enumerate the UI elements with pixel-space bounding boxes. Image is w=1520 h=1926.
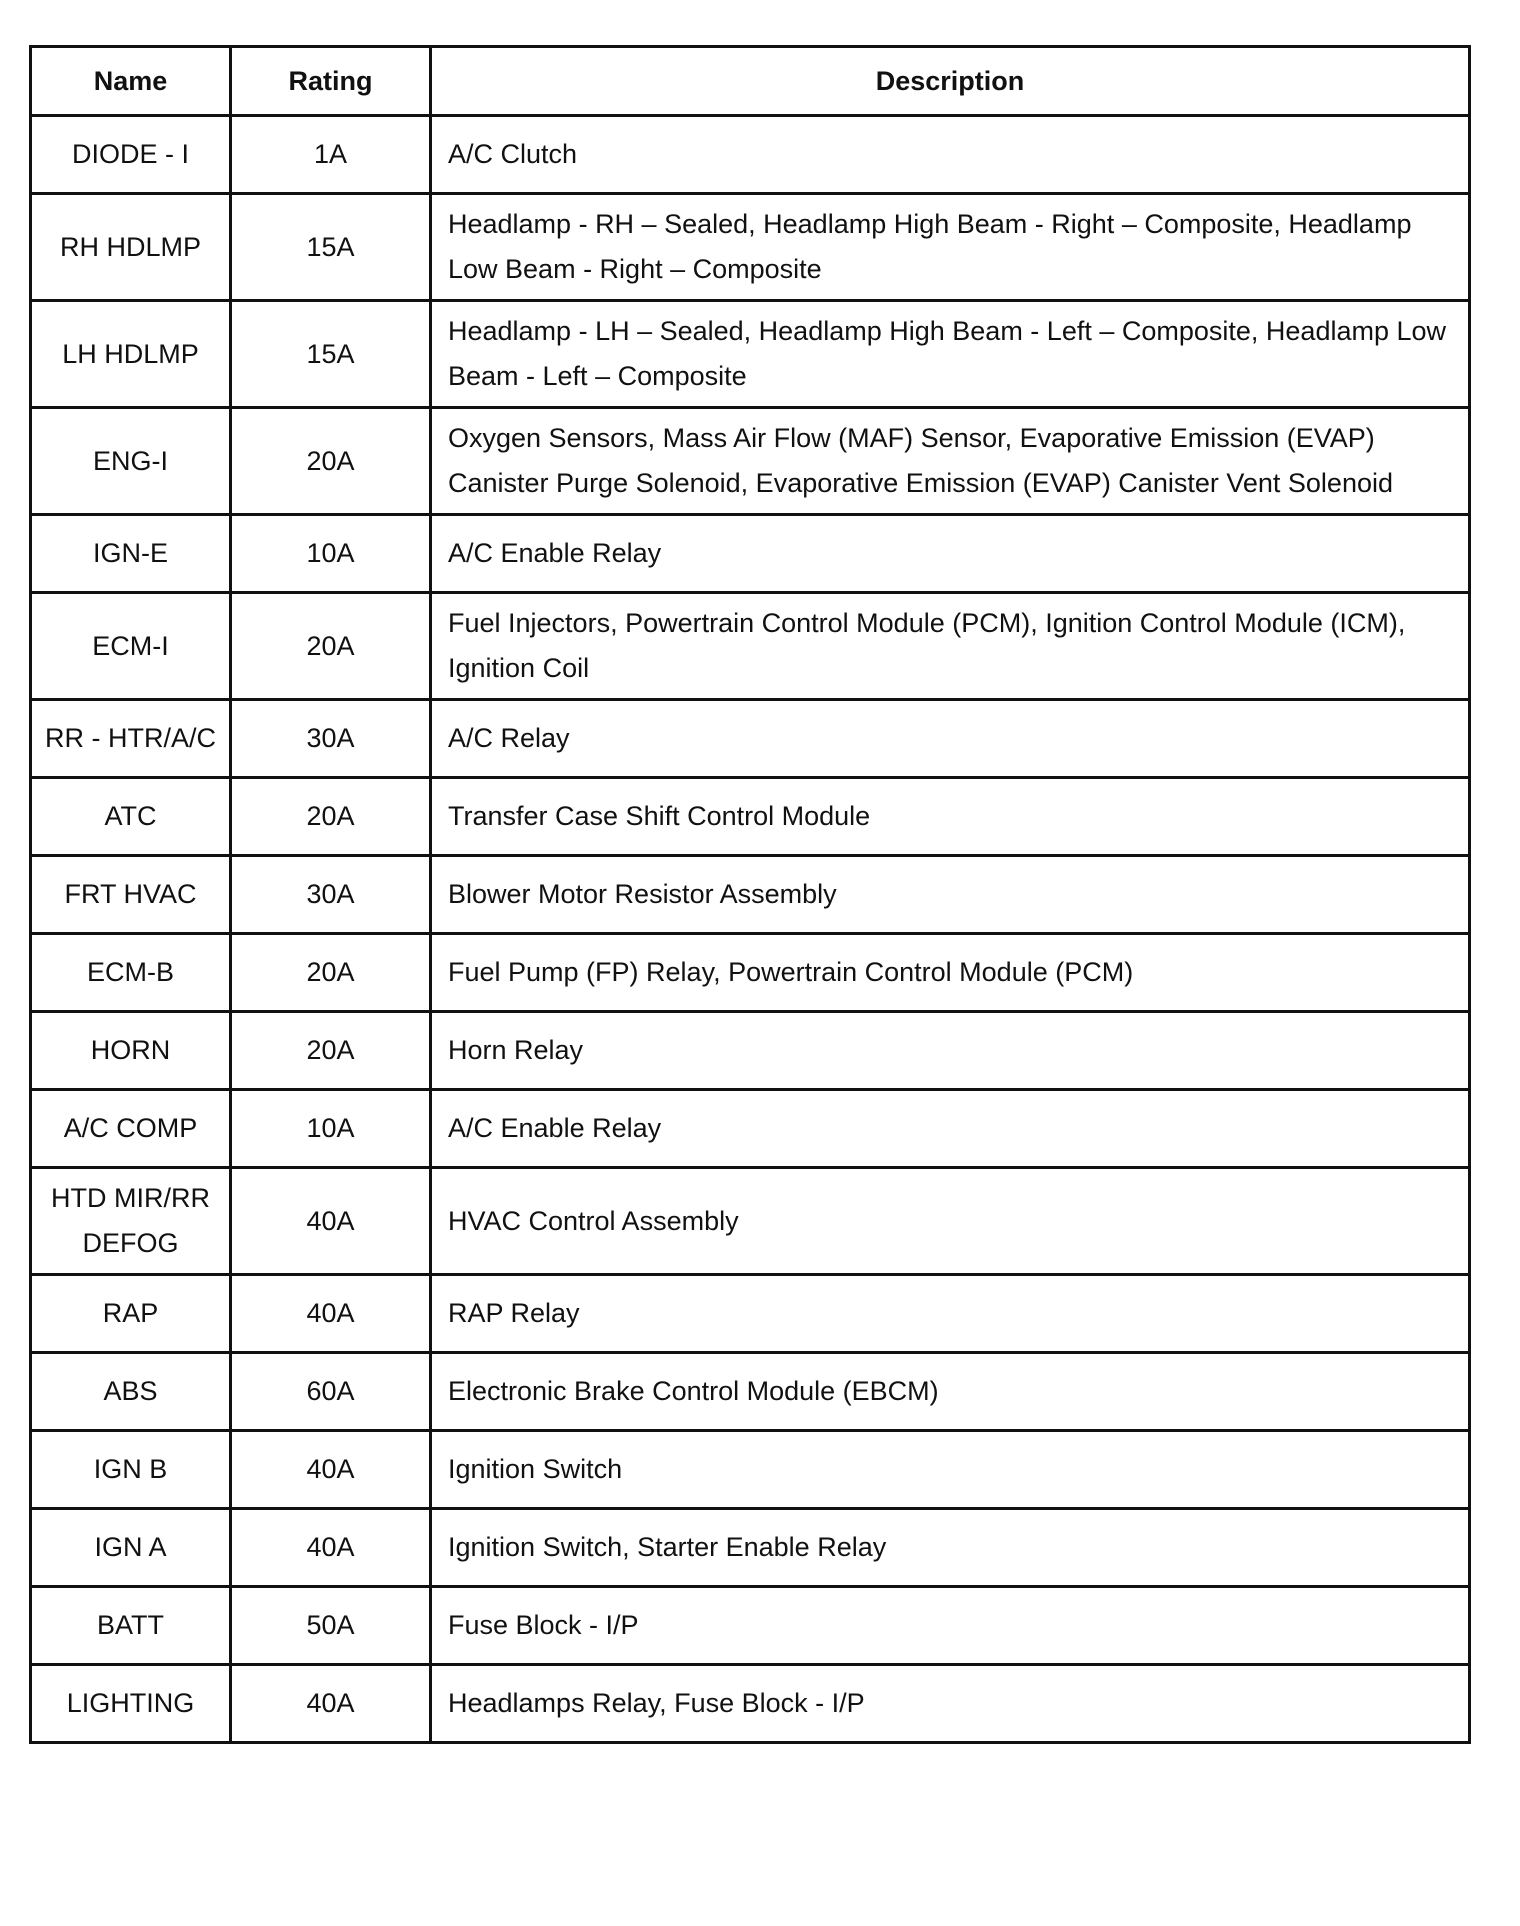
- table-row: [31, 194, 1470, 301]
- table-row: [31, 934, 1470, 1012]
- fuse-description-cell: A/C Relay: [431, 700, 1470, 778]
- fuse-name-cell: IGN B: [31, 1431, 231, 1509]
- fuse-name-cell: HORN: [31, 1012, 231, 1090]
- fuse-rating-cell: 20A: [231, 1012, 431, 1090]
- table-row: [31, 856, 1470, 934]
- fuse-description-cell: A/C Clutch: [431, 116, 1470, 194]
- fuse-name-cell: FRT HVAC: [31, 856, 231, 934]
- fuse-rating-cell: 40A: [231, 1431, 431, 1509]
- table-row: [31, 1353, 1470, 1431]
- table-row: [31, 515, 1470, 593]
- fuse-rating-cell: 20A: [231, 593, 431, 700]
- fuse-rating-cell: 15A: [231, 194, 431, 301]
- fuse-rating-cell: 20A: [231, 778, 431, 856]
- fuse-rating-cell: 10A: [231, 515, 431, 593]
- fuse-name-cell: LIGHTING: [31, 1665, 231, 1743]
- header-name: Name: [31, 47, 231, 116]
- table-row: [31, 1431, 1470, 1509]
- fuse-description-cell: Ignition Switch, Starter Enable Relay: [431, 1509, 1470, 1587]
- fuse-description-cell: A/C Enable Relay: [431, 515, 1470, 593]
- table-row: [31, 1509, 1470, 1587]
- fuse-description-cell: Oxygen Sensors, Mass Air Flow (MAF) Sensor, Evaporative Emission (EVAP) Canister Purge Solenoid, Evaporative Emission (EVAP) Canister Vent Solenoid: [431, 408, 1470, 515]
- table-row: [31, 700, 1470, 778]
- table-row: [31, 116, 1470, 194]
- fuse-name-cell: RAP: [31, 1275, 231, 1353]
- fuse-name-cell: IGN-E: [31, 515, 231, 593]
- header-row: [31, 47, 1470, 116]
- fuse-description-cell: Transfer Case Shift Control Module: [431, 778, 1470, 856]
- fuse-description-cell: HVAC Control Assembly: [431, 1168, 1470, 1275]
- fuse-name-cell: ECM-B: [31, 934, 231, 1012]
- fuse-name-cell: BATT: [31, 1587, 231, 1665]
- fuse-description-cell: Electronic Brake Control Module (EBCM): [431, 1353, 1470, 1431]
- fuse-description-cell: Fuel Pump (FP) Relay, Powertrain Control Module (PCM): [431, 934, 1470, 1012]
- fuse-description-cell: Fuel Injectors, Powertrain Control Module (PCM), Ignition Control Module (ICM), Ignition Coil: [431, 593, 1470, 700]
- fuse-description-cell: RAP Relay: [431, 1275, 1470, 1353]
- fuse-description-cell: Fuse Block - I/P: [431, 1587, 1470, 1665]
- table-row: [31, 1090, 1470, 1168]
- fuse-name-cell: ABS: [31, 1353, 231, 1431]
- fuse-rating-cell: 50A: [231, 1587, 431, 1665]
- table-row: [31, 1587, 1470, 1665]
- table-body: [31, 116, 1470, 1743]
- fuse-rating-cell: 40A: [231, 1275, 431, 1353]
- fuse-rating-cell: 15A: [231, 301, 431, 408]
- fuse-rating-cell: 10A: [231, 1090, 431, 1168]
- fuse-rating-cell: 30A: [231, 700, 431, 778]
- table-row: [31, 1275, 1470, 1353]
- fuse-rating-cell: 20A: [231, 934, 431, 1012]
- fuse-description-cell: Blower Motor Resistor Assembly: [431, 856, 1470, 934]
- fuse-name-cell: RH HDLMP: [31, 194, 231, 301]
- table-row: [31, 1012, 1470, 1090]
- fuse-name-cell: A/C COMP: [31, 1090, 231, 1168]
- fuse-description-cell: Horn Relay: [431, 1012, 1470, 1090]
- header-rating: Rating: [231, 47, 431, 116]
- header-description: Description: [431, 47, 1470, 116]
- fuse-name-cell: ATC: [31, 778, 231, 856]
- fuse-rating-cell: 40A: [231, 1665, 431, 1743]
- fuse-description-cell: Headlamps Relay, Fuse Block - I/P: [431, 1665, 1470, 1743]
- table-row: [31, 1168, 1470, 1275]
- table-row: [31, 1665, 1470, 1743]
- fuse-name-cell: ENG-I: [31, 408, 231, 515]
- fuse-description-cell: Headlamp - RH – Sealed, Headlamp High Beam - Right – Composite, Headlamp Low Beam - Right – Composite: [431, 194, 1470, 301]
- fuse-rating-cell: 40A: [231, 1509, 431, 1587]
- fuse-name-cell: HTD MIR/RR DEFOG: [31, 1168, 231, 1275]
- table-row: [31, 301, 1470, 408]
- fuse-rating-cell: 1A: [231, 116, 431, 194]
- fuse-description-cell: A/C Enable Relay: [431, 1090, 1470, 1168]
- table-row: [31, 593, 1470, 700]
- table-row: [31, 778, 1470, 856]
- table-header: [31, 47, 1470, 116]
- fuse-table: [29, 45, 1471, 1744]
- fuse-name-cell: LH HDLMP: [31, 301, 231, 408]
- fuse-name-cell: RR - HTR/A/C: [31, 700, 231, 778]
- table-row: [31, 408, 1470, 515]
- fuse-name-cell: IGN A: [31, 1509, 231, 1587]
- fuse-rating-cell: 40A: [231, 1168, 431, 1275]
- fuse-rating-cell: 30A: [231, 856, 431, 934]
- fuse-description-cell: Ignition Switch: [431, 1431, 1470, 1509]
- fuse-name-cell: DIODE - I: [31, 116, 231, 194]
- fuse-description-cell: Headlamp - LH – Sealed, Headlamp High Beam - Left – Composite, Headlamp Low Beam - Left – Composite: [431, 301, 1470, 408]
- fuse-name-cell: ECM-I: [31, 593, 231, 700]
- fuse-rating-cell: 60A: [231, 1353, 431, 1431]
- fuse-rating-cell: 20A: [231, 408, 431, 515]
